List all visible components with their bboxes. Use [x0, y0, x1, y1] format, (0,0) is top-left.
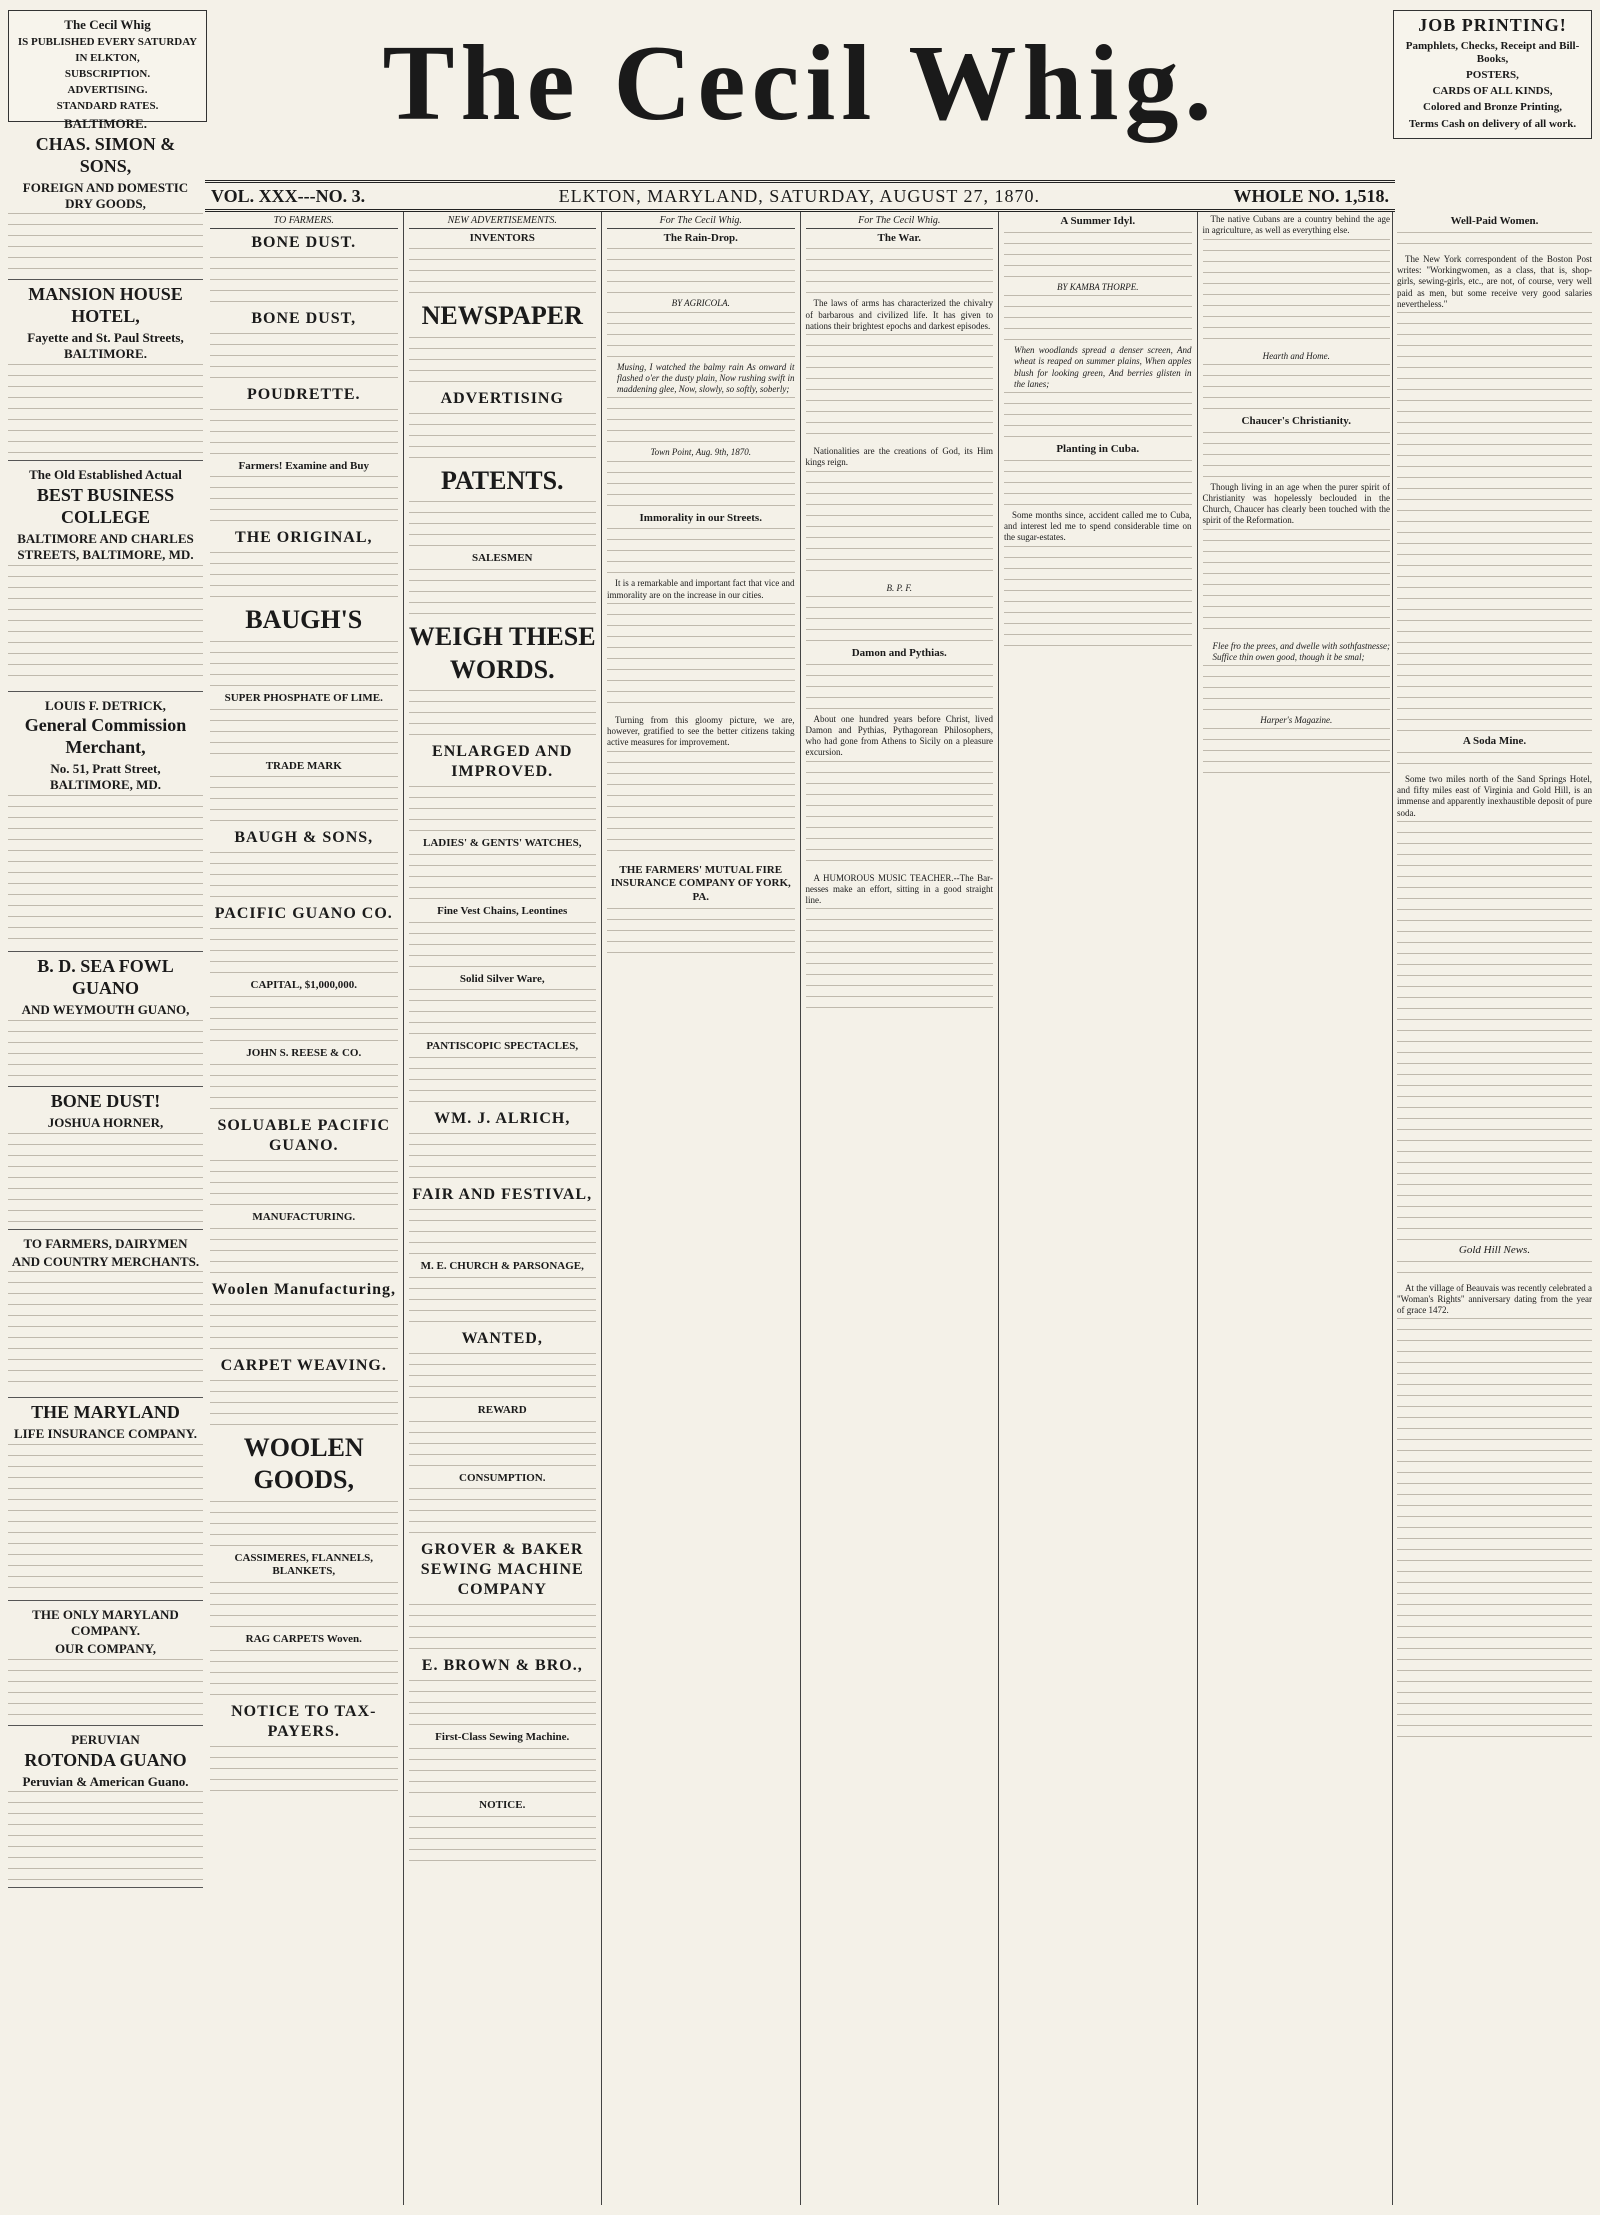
ad-heading: WM. J. ALRICH, — [434, 1110, 571, 1127]
ear-left-line: STANDARD RATES. — [56, 100, 159, 113]
article-headline: RAG CARPETS Woven. — [245, 1633, 362, 1645]
body-text-filler — [806, 471, 994, 581]
body-text-filler — [210, 709, 398, 757]
right-column — [1392, 212, 1592, 2205]
body-text-filler — [1203, 728, 1391, 776]
ear-left-line: SUBSCRIPTION. — [64, 67, 151, 80]
body-text-filler — [8, 1444, 203, 1594]
ad-heading: BAUGH & SONS, — [234, 829, 374, 847]
ear-left-line: IS PUBLISHED EVERY SATURDAY — [17, 35, 198, 48]
ad-heading: POUDRETTE. — [246, 385, 361, 403]
article-headline: Farmers! Examine and Buy — [238, 459, 369, 472]
body-text-filler — [409, 1133, 597, 1181]
ad-heading: E. BROWN & BRO., — [421, 1657, 583, 1675]
ad-subtitle: FOREIGN AND DOMESTIC DRY GOODS, — [22, 179, 189, 211]
ad-heading: ADVERTISING — [440, 389, 564, 407]
body-text-filler — [409, 413, 597, 461]
body-text-filler — [210, 552, 398, 600]
article-byline: BY KAMBA THORPE. — [1056, 281, 1139, 292]
article-headline: The Rain-Drop. — [663, 231, 738, 244]
main-columns — [205, 212, 1395, 2205]
article-headline: MANUFACTURING. — [252, 1210, 356, 1223]
ear-right-line: CARDS OF ALL KINDS, — [1432, 85, 1553, 98]
body-text-filler — [409, 989, 597, 1037]
poem-stanza: When woodlands spread a denser screen, And wheat is reaped on summer plains, When apples blush for looking green, And berries glisten in the lanes; — [1014, 345, 1192, 389]
column — [403, 212, 602, 2205]
body-text-filler — [409, 690, 597, 738]
article-headline: CAPITAL, $1,000,000. — [250, 979, 357, 992]
body-text-filler — [409, 1277, 597, 1325]
article-headline: JOHN S. REESE & CO. — [246, 1047, 362, 1059]
body-text-filler — [409, 1748, 597, 1796]
ad-heading: THE ONLY MARYLAND COMPANY. — [32, 1607, 179, 1639]
body-text-filler — [1397, 821, 1592, 1241]
ad-heading: TO FARMERS, DAIRYMEN — [23, 1235, 188, 1251]
masthead-title: The Cecil Whig. — [382, 24, 1218, 143]
left-ad-block — [8, 1230, 203, 1399]
article-paragraph: It is a remarkable and important fact that vice and immorality are on the increase in our cities. — [607, 578, 795, 600]
article-paragraph: Though living in an age when the purer spirit of Christianity was hopelessly beclouded in the Church, Chaucer has clearly been touched with the spirit of the Reformation. — [1202, 481, 1390, 526]
dateline-text: ELKTON, MARYLAND, SATURDAY, AUGUST 27, 1870. — [558, 185, 1040, 206]
article-paragraph: The laws of arms has characterized the chivalry of barbarous and civilized life. It has given to nations their brightest epochs and darkest episodes. — [805, 298, 993, 331]
article-paragraph: At the village of Beauvais was recently celebrated a "Woman's Rights" anniversary dating from the year of grace 1472. — [1397, 1282, 1592, 1315]
ad-subtitle: AND COUNTRY MERCHANTS. — [11, 1253, 200, 1269]
body-text-filler — [1397, 312, 1592, 732]
column-section-head: For The Cecil Whig. — [607, 215, 795, 229]
ad-subtitle: AND WEYMOUTH GUANO, — [21, 1001, 190, 1017]
ad-subtitle: Peruvian & American Guano. — [22, 1773, 189, 1789]
article-paragraph: Turning from this gloomy picture, we are, however, gratified to see the better citizens taking active measures for improvement. — [607, 714, 795, 748]
body-text-filler — [210, 641, 398, 689]
body-text-filler — [806, 664, 994, 712]
right-ear-box — [1393, 10, 1592, 139]
body-text-filler — [8, 364, 203, 454]
column — [601, 212, 800, 2205]
body-text-filler — [210, 1582, 398, 1630]
body-text-filler — [210, 476, 398, 524]
article-paragraph: About one hundred years before Christ, lived Damon and Pythias, Pythagorean Philosophers, who had gone from Athens to Sicily on a pleasure excursion. — [805, 713, 993, 758]
column-section-head: For The Cecil Whig. — [806, 215, 994, 229]
ad-heading: WANTED, — [461, 1329, 543, 1347]
left-ad-block — [8, 692, 203, 952]
column — [205, 212, 403, 2205]
column — [800, 212, 999, 2205]
body-text-filler — [607, 312, 795, 360]
body-text-filler — [607, 397, 795, 445]
ad-heading: Woolen Manufacturing, — [211, 1280, 397, 1298]
ad-subtitle: BALTIMORE AND CHARLES STREETS, BALTIMORE, MD. — [17, 530, 194, 562]
column-section-head: TO FARMERS. — [210, 215, 398, 229]
ad-heading: THE ORIGINAL, — [235, 529, 373, 547]
body-text-filler — [210, 928, 398, 976]
body-text-filler — [607, 908, 795, 956]
body-text-filler — [607, 248, 795, 296]
body-text-filler — [1397, 1318, 1592, 1738]
article-byline: Harper's Magazine. — [1260, 715, 1333, 725]
ad-subtitle: No. 51, Pratt Street, BALTIMORE, MD. — [49, 761, 162, 793]
body-text-filler — [8, 213, 203, 273]
body-text-filler — [210, 333, 398, 381]
dateline-bar — [205, 180, 1395, 212]
ad-heading: PERUVIAN — [71, 1731, 140, 1747]
article-byline: Hearth and Home. — [1262, 350, 1330, 361]
body-text-filler — [1203, 665, 1391, 713]
article-headline: Planting in Cuba. — [1056, 443, 1140, 455]
body-text-filler — [1203, 432, 1391, 480]
ad-heading: ENLARGED AND IMPROVED. — [432, 743, 573, 780]
left-advertising-column — [8, 110, 203, 2205]
article-headline: Damon and Pythias. — [851, 646, 947, 659]
left-ad-block — [8, 1087, 203, 1230]
article-headline: First-Class Sewing Machine. — [435, 1731, 570, 1744]
body-text-filler — [409, 569, 597, 617]
left-ad-block — [8, 110, 203, 280]
body-text-filler — [210, 1746, 398, 1794]
article-paragraph: Some months since, accident called me to Cuba, and interest led me to spend considerable time on the sugar-estates. — [1004, 509, 1192, 543]
body-text-filler — [409, 501, 597, 549]
body-text-filler — [210, 852, 398, 900]
body-text-filler — [8, 795, 203, 945]
body-text-filler — [1004, 392, 1192, 440]
body-text-filler — [409, 1353, 597, 1401]
ad-title: B. D. SEA FOWL GUANO — [37, 956, 174, 999]
body-text-filler — [409, 854, 597, 902]
left-ear-box — [8, 10, 207, 122]
article-paragraph: The native Cubans are a country behind the age in agriculture, as well as everything else. — [1202, 214, 1390, 236]
article-headline: Solid Silver Ware, — [459, 972, 545, 985]
body-text-filler — [1004, 546, 1192, 656]
article-headline: CONSUMPTION. — [459, 1471, 546, 1484]
column — [998, 212, 1197, 2205]
ad-heading: GROVER & BAKER SEWING MACHINE COMPANY — [420, 1541, 584, 1599]
ad-heading: PACIFIC GUANO CO. — [214, 905, 393, 923]
ad-heading: BONE DUST. — [251, 233, 357, 251]
ad-display-title: PATENTS. — [440, 465, 564, 495]
ad-heading: SOLUABLE PACIFIC GUANO. — [217, 1116, 391, 1154]
body-text-filler — [1004, 460, 1192, 508]
ear-right-line: Colored and Bronze Printing, — [1423, 101, 1562, 114]
ad-title: CHAS. SIMON & SONS, — [35, 133, 176, 176]
ad-heading: FAIR AND FESTIVAL, — [412, 1186, 593, 1203]
body-text-filler — [1397, 232, 1592, 252]
body-text-filler — [409, 1816, 597, 1864]
ad-display-title: WOOLEN GOODS, — [243, 1432, 364, 1494]
body-text-filler — [210, 1160, 398, 1208]
left-ad-block — [8, 952, 203, 1087]
article-byline: BY AGRICOLA. — [671, 298, 730, 309]
ad-display-title: WEIGH THESE WORDS. — [408, 622, 596, 684]
left-ad-block — [8, 461, 203, 691]
body-text-filler — [210, 1228, 398, 1276]
article-paragraph: Nationalities are the creations of God, its Him kings reign. — [805, 446, 993, 468]
ad-heading: BALTIMORE. — [64, 116, 147, 131]
body-text-filler — [8, 1659, 203, 1719]
article-headline: CASSIMERES, FLANNELS, BLANKETS, — [234, 1551, 373, 1578]
article-headline: PANTISCOPIC SPECTACLES, — [426, 1040, 579, 1053]
ad-subtitle: JOSHUA HORNER, — [47, 1114, 164, 1130]
body-text-filler — [607, 751, 795, 861]
article-headline: Well-Paid Women. — [1450, 215, 1539, 227]
column-section-head: NEW ADVERTISEMENTS. — [409, 215, 597, 229]
ad-title: MANSION HOUSE HOTEL, — [28, 284, 183, 327]
left-ad-block — [8, 1398, 203, 1601]
ear-right-line: POSTERS, — [1466, 68, 1519, 81]
article-headline: The War. — [877, 231, 921, 244]
ad-title: BONE DUST! — [50, 1090, 161, 1111]
article-headline: SALESMEN — [471, 552, 533, 565]
article-headline: A Soda Mine. — [1462, 735, 1527, 747]
ad-heading: LOUIS F. DETRICK, — [45, 697, 166, 713]
article-headline: REWARD — [477, 1403, 527, 1416]
ear-right-title: JOB PRINTING! — [1418, 15, 1567, 35]
article-byline: Town Point, Aug. 9th, 1870. — [650, 447, 752, 458]
ad-title: ROTONDA GUANO — [24, 1749, 187, 1770]
body-text-filler — [210, 1064, 398, 1112]
body-text-filler — [8, 1133, 203, 1223]
left-ad-block — [8, 280, 203, 461]
body-text-filler — [806, 761, 994, 871]
body-text-filler — [210, 1304, 398, 1352]
article-byline: Gold Hill News. — [1458, 1243, 1531, 1256]
body-text-filler — [409, 1421, 597, 1469]
body-text-filler — [409, 786, 597, 834]
article-headline: TRADE MARK — [265, 759, 342, 772]
article-headline: INVENTORS — [469, 231, 535, 244]
body-text-filler — [1203, 529, 1391, 639]
ad-title: BEST BUSINESS COLLEGE — [36, 484, 175, 527]
body-text-filler — [607, 528, 795, 576]
article-paragraph: Some two miles north of the Sand Springs Hotel, and fifty miles east of Virginia and Gold Hill, is an immense and apparently inexhaustible deposit of pure soda. — [1397, 773, 1592, 818]
ad-display-title: BAUGH'S — [245, 605, 363, 635]
body-text-filler — [409, 1057, 597, 1105]
body-text-filler — [806, 596, 994, 644]
body-text-filler — [8, 1791, 203, 1881]
body-text-filler — [210, 1650, 398, 1698]
body-text-filler — [1203, 364, 1391, 412]
ad-heading: The Old Established Actual — [29, 467, 182, 483]
body-text-filler — [1004, 232, 1192, 280]
ear-left-line: IN ELKTON, — [75, 51, 140, 64]
body-text-filler — [1397, 752, 1592, 772]
column — [1197, 212, 1396, 2205]
body-text-filler — [806, 248, 994, 296]
article-headline: SUPER PHOSPHATE OF LIME. — [224, 691, 383, 704]
ad-subtitle: LIFE INSURANCE COMPANY. — [13, 1426, 198, 1442]
article-headline: LADIES' & GENTS' WATCHES, — [422, 837, 582, 849]
body-text-filler — [409, 1680, 597, 1728]
ad-display-title: NEWSPAPER — [421, 301, 583, 331]
body-text-filler — [607, 603, 795, 713]
article-headline: M. E. CHURCH & PARSONAGE, — [420, 1260, 584, 1272]
ad-heading: BONE DUST, — [251, 309, 357, 327]
article-paragraph: The New York correspondent of the Boston Post writes: "Workingwomen, as a class, that is, shop-girls, sewing-girls, etc., are not, of course, very well paid as men, but some receive very good salaries nevertheless." — [1397, 253, 1592, 309]
article-paragraph: A HUMOROUS MUSIC TEACHER.--The Bar-nesses make an effort, sitting in a good straight line. — [805, 872, 993, 905]
body-text-filler — [409, 1488, 597, 1536]
ad-title: THE MARYLAND — [31, 1402, 180, 1423]
ad-subtitle: Fayette and St. Paul Streets, BALTIMORE. — [27, 330, 184, 362]
body-text-filler — [8, 565, 203, 685]
body-text-filler — [409, 922, 597, 970]
ad-heading: CARPET WEAVING. — [220, 1356, 387, 1374]
body-text-filler — [210, 1380, 398, 1428]
body-text-filler — [1203, 239, 1391, 349]
body-text-filler — [8, 1271, 203, 1391]
ear-right-line: Terms Cash on delivery of all work. — [1408, 117, 1577, 130]
article-headline: THE FARMERS' MUTUAL FIRE INSURANCE COMPANY OF YORK, PA. — [610, 863, 791, 903]
body-text-filler — [409, 337, 597, 385]
volume-number: VOL. XXX---NO. 3. — [211, 185, 366, 206]
body-text-filler — [409, 248, 597, 296]
poem-stanza: Flee fro the prees, and dwelle with sothfastnesse; Suffice thin owen good, though it be smal; — [1212, 640, 1390, 662]
ear-left-line: ADVERTISING. — [67, 84, 148, 97]
body-text-filler — [806, 334, 994, 444]
article-headline: A Summer Idyl. — [1060, 215, 1136, 227]
ear-right-line: Pamphlets, Checks, Receipt and Bill-Books, — [1405, 39, 1580, 65]
body-text-filler — [409, 1209, 597, 1257]
ad-heading: NOTICE TO TAX-PAYERS. — [231, 1702, 377, 1740]
body-text-filler — [210, 776, 398, 824]
body-text-filler — [1397, 1261, 1592, 1281]
article-headline: Fine Vest Chains, Leontines — [437, 904, 568, 917]
body-text-filler — [806, 908, 994, 1018]
article-headline: NOTICE. — [479, 1799, 526, 1811]
ad-subtitle: OUR COMPANY, — [54, 1640, 157, 1656]
poem-stanza: Musing, I watched the balmy rain As onward it flashed o'er the dusty plain, Now rushing swift in maddening glee, Now, slowly, so softly, soberly; — [617, 361, 795, 394]
body-text-filler — [1004, 295, 1192, 343]
ad-title: General Commission Merchant, — [24, 715, 187, 758]
left-ad-block — [8, 1601, 203, 1726]
article-byline: B. P. F. — [886, 582, 912, 593]
body-text-filler — [210, 996, 398, 1044]
article-headline: Chaucer's Christianity. — [1241, 414, 1351, 427]
article-headline: Immorality in our Streets. — [639, 511, 762, 524]
ear-left-title: The Cecil Whig — [64, 17, 151, 32]
body-text-filler — [409, 1604, 597, 1652]
whole-number: WHOLE NO. 1,518. — [1233, 185, 1389, 206]
body-text-filler — [607, 461, 795, 509]
body-text-filler — [210, 1501, 398, 1549]
body-text-filler — [8, 1020, 203, 1080]
left-ad-block — [8, 1726, 203, 1889]
body-text-filler — [210, 257, 398, 305]
body-text-filler — [210, 409, 398, 457]
